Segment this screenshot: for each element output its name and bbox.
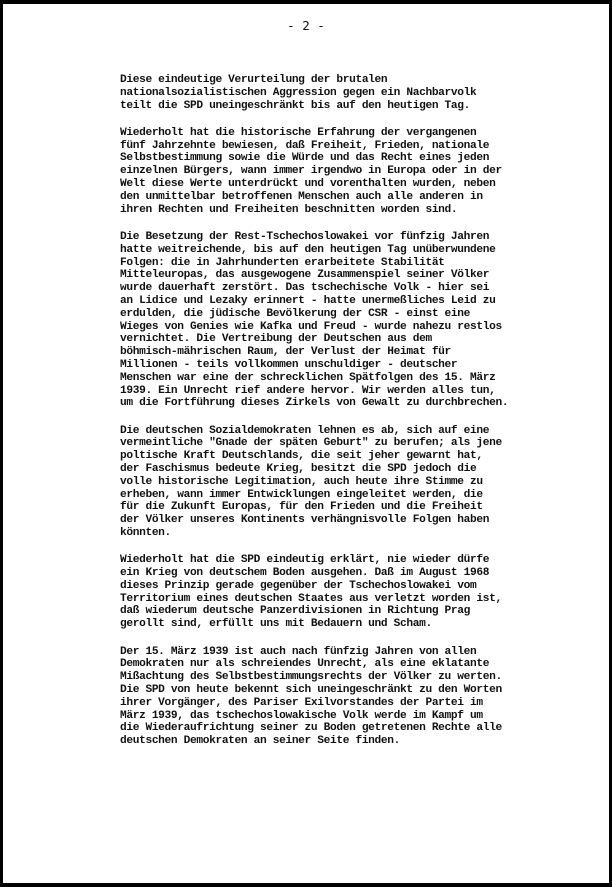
text-line: gerollt sind, erfüllt uns mit Bedauern und Scham. — [120, 618, 432, 631]
page-number: - 2 - — [287, 18, 325, 33]
text-line: volle historische Legitimation, auch heute ihre Stimme zu — [120, 475, 483, 488]
paragraph-3 — [120, 231, 590, 410]
text-line: der Faschismus bedeute Krieg, besitzt die SPD jedoch die — [120, 463, 477, 476]
text-line: poltische Kraft Deutschlands, die seit jeher gewarnt hat, — [120, 450, 483, 463]
text-line: Die SPD von heute bekennt sich uneingeschränkt zu den Worten — [120, 683, 502, 696]
text-line: hatte weitreichende, bis auf den heutigen Tag unüberwundene — [120, 243, 496, 256]
text-line: die Wiederaufrichtung seiner zu Boden getretenen Rechte alle — [120, 722, 502, 735]
text-line: vernichtet. Die Vertreibung der Deutschen aus dem — [120, 333, 432, 346]
text-line: deutschen Demokraten an seiner Seite finden. — [120, 735, 400, 748]
text-line: böhmisch-mährischen Raum, der Verlust der Heimat für — [120, 346, 451, 359]
paragraph-1 — [120, 74, 590, 112]
paragraph-2 — [120, 127, 590, 217]
text-line: vermeintliche "Gnade der späten Geburt" zu berufen; als jene — [120, 437, 502, 450]
text-line: Folgen: die in Jahrhunderten erarbeitete Stabilität — [120, 256, 445, 269]
text-line: teilt die SPD uneingeschränkt bis auf den heutigen Tag. — [120, 99, 470, 112]
text-line: für die Zukunft Europas, für den Frieden und die Freiheit — [120, 501, 483, 514]
text-line: Mißachtung des Selbstbestimmungsrechts der Völker zu werten. — [120, 671, 502, 684]
text-line: könnten. — [120, 527, 171, 539]
text-line: ihrer Vorgänger, des Pariser Exilvorstandes der Partei im — [120, 696, 483, 709]
text-line: um die Fortführung dieses Zirkels von Gewalt zu durchbrechen. — [120, 397, 509, 410]
text-line: Selbstbestimmung sowie die Würde und das Recht eines jeden — [120, 152, 490, 165]
text-line: 1939. Ein Unrecht rief andere hervor. Wir werden alles tun, — [120, 384, 496, 397]
text-line: März 1939, das tschechoslowakische Volk werde im Kampf um — [120, 709, 483, 722]
text-line: daß wiederum deutsche Panzerdivisionen in Richtung Prag — [120, 605, 470, 618]
text-line: dieses Prinzip gerade gegenüber der Tschechoslowakei vom — [120, 579, 477, 592]
text-line: Wieges von Genies wie Kafka und Freud - wurde nahezu restlos — [120, 320, 502, 333]
text-line: Die Besetzung der Rest-Tschechoslowakei vor fünfzig Jahren — [120, 230, 490, 243]
text-line: Territorium eines deutschen Staates aus verletzt worden ist, — [120, 592, 502, 605]
text-line: erdulden, die jüdische Bevölkerung der CSR - einst eine — [120, 307, 470, 320]
text-line: den unmittelbar betroffenen Menschen auch alle anderen in — [120, 190, 483, 203]
paragraph-6 — [120, 646, 590, 748]
text-line: Wiederholt hat die SPD eindeutig erklärt, nie wieder dürfe — [120, 554, 490, 567]
text-line: ein Krieg von deutschem Boden ausgehen. Daß im August 1968 — [120, 567, 490, 580]
text-line: Die deutschen Sozialdemokraten lehnen es ab, sich auf eine — [120, 424, 490, 437]
text-line: Der 15. März 1939 ist auch nach fünfzig Jahren von allen — [120, 645, 477, 658]
text-line: Wiederholt hat die historische Erfahrung der vergangenen — [120, 126, 477, 139]
text-line: ihren Rechten und Freiheiten beschnitten worden sind. — [120, 203, 458, 216]
text-line: der Völker unseres Kontinents verhängnisvolle Folgen haben — [120, 514, 490, 527]
text-line: Millionen - teils vollkommen unschuldiger - deutscher — [120, 358, 458, 371]
text-line: an Lidice und Lezaky erinnert - hatte unermeßliches Leid zu — [120, 294, 496, 307]
paragraph-5 — [120, 554, 590, 631]
text-line: fünf Jahrzehnte bewiesen, daß Freiheit, Frieden, nationale — [120, 139, 490, 152]
text-line: nationalsozialistischen Aggression gegen ein Nachbarvolk — [120, 86, 477, 99]
text-line: Welt diese Werte unterdrückt und vorenthalten wurden, neben — [120, 178, 496, 191]
text-line: Demokraten nur als schreiendes Unrecht, als eine eklatante — [120, 658, 490, 671]
paragraph-4 — [120, 425, 590, 540]
text-line: erheben, wann immer Entwicklungen eingeleitet werden, die — [120, 488, 483, 501]
body-text — [120, 74, 590, 762]
text-line: wurde dauerhaft zerstört. Das tschechische Volk - hier sei — [120, 282, 490, 295]
text-line: einzelnen Bürgers, wann immer irgendwo in Europa oder in der — [120, 165, 502, 178]
text-line: Menschen war eine der schrecklichen Spätfolgen des 15. März — [120, 371, 496, 384]
text-line: Mitteleuropas, das ausgewogene Zusammenspiel seiner Völker — [120, 269, 490, 282]
text-line: Diese eindeutige Verurteilung der brutalen — [120, 74, 388, 86]
